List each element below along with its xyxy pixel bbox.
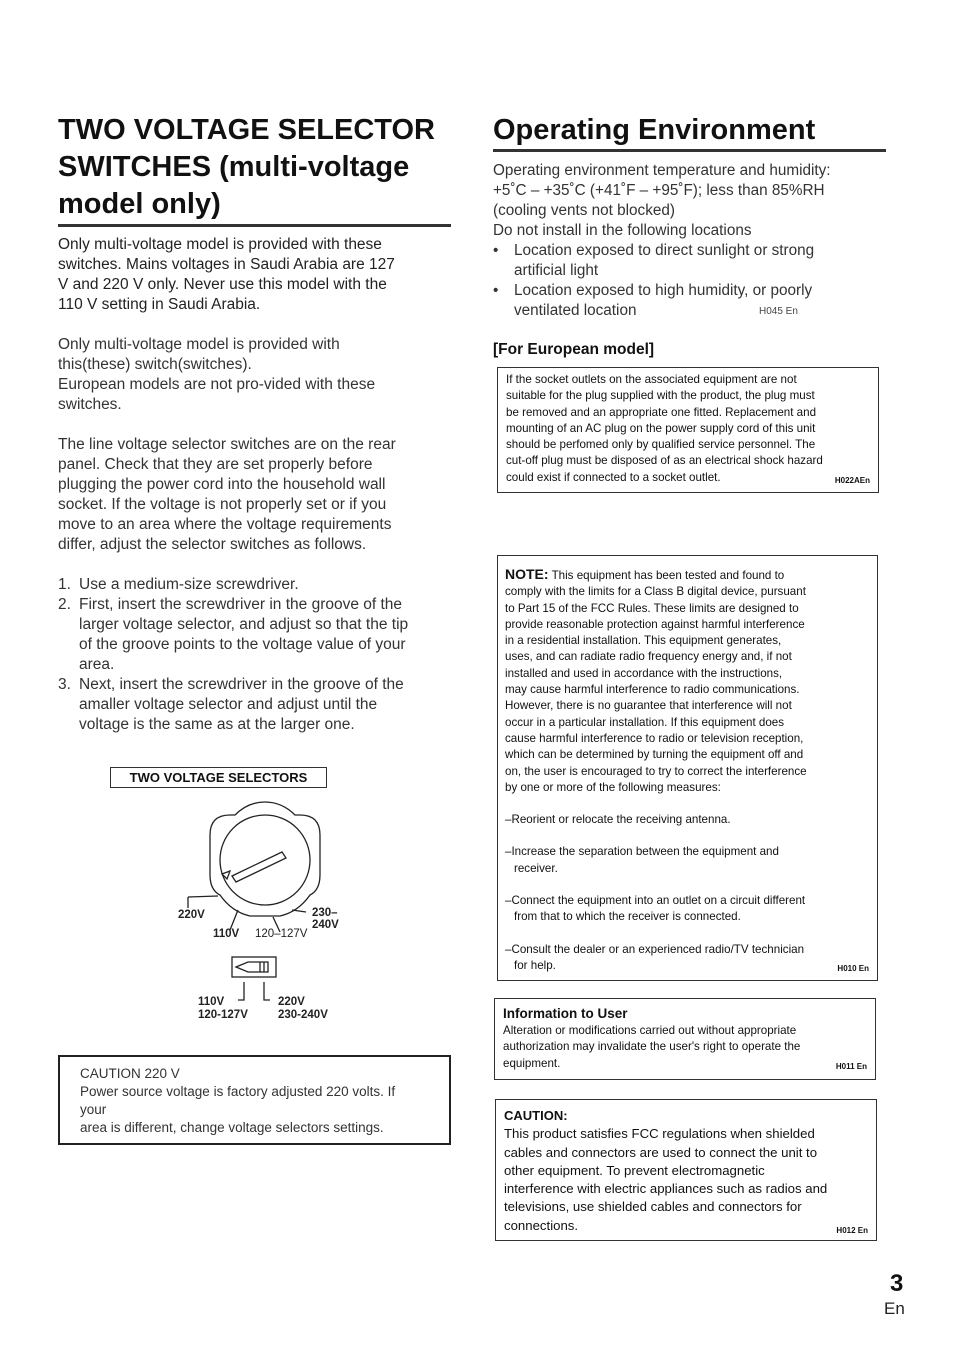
section-heading-voltage (58, 112, 458, 223)
text-line: to Part 15 of the FCC Rules. These limits are designed to (505, 601, 799, 615)
text-line: If the socket outlets on the associated equipment are not (506, 373, 797, 386)
reference-code: H022AEn (834, 475, 870, 485)
text-line: voltage is the same as at the larger one. (79, 716, 355, 733)
label-110v: 110V (213, 928, 240, 940)
reference-code: H045 En (759, 306, 798, 317)
label-small-230-240v: 230-240V (278, 1009, 328, 1021)
measure-item: –Reorient or relocate the receiving antenna. (505, 813, 731, 827)
text-line: differ, adjust the selector switches as follows. (58, 536, 367, 553)
measure-item: –Connect the equipment into an outlet on a circuit different (505, 894, 806, 908)
heading-line: TWO VOLTAGE SELECTOR (58, 114, 435, 146)
text-line: provide reasonable protection against harmful interference (505, 617, 805, 631)
label-small-110v: 110V (198, 996, 225, 1008)
text-line: suitable for the plug supplied with the product, the plug must (506, 389, 815, 403)
text-line: may cause harmful interference to radio communications. (505, 683, 800, 697)
text-line: equipment. (503, 1056, 561, 1070)
text-line: larger voltage selector, and adjust so that the tip (79, 616, 409, 633)
european-plug-box (497, 367, 879, 493)
heading-line: model only) (58, 188, 221, 220)
text-line: Use a medium-size screwdriver. (79, 576, 299, 593)
heading-rule (493, 149, 886, 152)
diagram-title: TWO VOLTAGE SELECTORS (129, 770, 308, 785)
last-line-row (505, 958, 869, 974)
text-line: area is different, change voltage selectors settings. (80, 1120, 384, 1135)
text-line: European models are not pro-vided with these (58, 376, 376, 393)
paragraph-selector-switches (58, 435, 453, 555)
text-line: on, the user is encouraged to try to correct the interference (505, 764, 807, 778)
step-item (58, 595, 453, 675)
text-line: installed and used in accordance with the instructions, (505, 666, 783, 680)
text-line: socket. If the voltage is not properly set or if you (58, 496, 387, 513)
text-line: Location exposed to high humidity, or poorly (514, 282, 813, 299)
text-line: V and 220 V only. Never use this model with the (58, 276, 387, 293)
text-line: Alteration or modifications carried out without appropriate (503, 1024, 797, 1037)
fcc-note-box (497, 555, 878, 981)
text-line: authorization may invalidate the user's right to operate the (503, 1040, 801, 1054)
large-selector-dial (210, 802, 320, 916)
text-line: comply with the limits for a Class B digital device, pursuant (505, 585, 806, 599)
page-language: En (884, 1299, 905, 1318)
text-line: First, insert the screwdriver in the groove of the (79, 596, 403, 613)
step-item (58, 575, 453, 595)
reference-code: H012 En (836, 1225, 868, 1235)
label-small-220v: 220V (278, 996, 305, 1008)
text-line: Operating environment temperature and humidity: (493, 162, 831, 179)
section-heading-operating-environment: Operating Environment (493, 114, 816, 146)
bullet-mark: • (493, 242, 499, 259)
text-line: (cooling vents not blocked) (493, 202, 675, 219)
step-number: 2. (58, 596, 71, 613)
step-number: 3. (58, 676, 71, 693)
information-to-user-box (494, 998, 876, 1080)
text-line: of the groove points to the voltage value of your (79, 636, 406, 653)
text-line: cables and connectors are used to connect the unit to (504, 1144, 818, 1160)
text-line: panel. Check that they are set properly before (58, 456, 373, 473)
diagram-title-box (110, 767, 327, 788)
text-line: This product satisfies FCC regulations when shielded (504, 1126, 815, 1142)
text-line: switches. Mains voltages in Saudi Arabia are 127 (58, 256, 395, 273)
label-120-127v: 120–127V (255, 928, 308, 940)
text-line: ventilated location (514, 302, 637, 319)
text-line: from that to which the receiver is connected. (514, 910, 741, 924)
text-line: Power source voltage is factory adjusted 220 volts. If (80, 1084, 396, 1099)
text-line: 110 V setting in Saudi Arabia. (58, 296, 261, 313)
text-line: +5˚C – +35˚C (+41˚F – +95˚F); less than 85%RH (493, 182, 825, 199)
bullet-item (493, 241, 888, 281)
text-line: receiver. (514, 861, 558, 875)
text-line: your (80, 1102, 107, 1117)
text-line: other equipment. To prevent electromagnetic (504, 1162, 765, 1178)
reference-code: H011 En (835, 1061, 867, 1071)
text-line: Only multi-voltage model is provided with these (58, 236, 382, 253)
last-line-row (504, 1217, 868, 1235)
text-line: The line voltage selector switches are on the rear (58, 436, 396, 453)
text-line: could exist if connected to a socket outlet. (506, 470, 721, 484)
step-number: 1. (58, 576, 71, 593)
text-line: in a residential installation. This equipment generates, (505, 634, 782, 648)
text-line: area. (79, 656, 115, 673)
last-line-row (506, 470, 870, 486)
paragraph-models (58, 335, 453, 415)
text-line: Only multi-voltage model is provided with (58, 336, 340, 353)
text-line: uses, and can radiate radio frequency energy and, if not (505, 650, 792, 664)
label-220v: 220V (178, 909, 205, 921)
text-line: by one or more of the following measures: (505, 780, 721, 794)
text-line: This equipment has been tested and found to (548, 569, 785, 582)
fcc-caution-box (495, 1099, 877, 1241)
european-model-heading: [For European model] (493, 341, 655, 358)
caution-title: CAUTION: (504, 1108, 568, 1123)
heading-rule (58, 224, 451, 227)
text-line: move to an area where the voltage requirements (58, 516, 392, 533)
heading-line: SWITCHES (multi-voltage (58, 151, 410, 183)
text-line: occur in a particular installation. If this equipment does (505, 715, 785, 729)
reference-code: H010 En (837, 963, 869, 973)
text-line: for help. (514, 958, 556, 972)
last-line-row (503, 1056, 867, 1072)
text-line: artificial light (514, 262, 599, 279)
text-line: cause harmful interference to radio or television reception, (505, 731, 804, 745)
text-line: amaller voltage selector and adjust until the (79, 696, 378, 713)
info-title: Information to User (503, 1006, 628, 1021)
text-line: should be perfomed only by qualified service personnel. The (506, 438, 816, 452)
text-line: Next, insert the screwdriver in the groove of the (79, 676, 404, 693)
small-selector-switch (232, 957, 276, 977)
text-line: switches. (58, 396, 122, 413)
text-line: connections. (504, 1217, 579, 1233)
text-line: be removed and an appropriate one fitted. Replacement and (506, 405, 817, 419)
location-bullets (493, 241, 888, 321)
environment-paragraph (493, 161, 888, 241)
bullet-mark: • (493, 282, 499, 299)
label-small-120-127v: 120-127V (198, 1009, 248, 1021)
note-label: NOTE: (505, 566, 549, 582)
caution-title: CAUTION 220 V (80, 1066, 180, 1081)
text-line: interference with electric appliances such as radios and (504, 1181, 828, 1197)
page-number: 3 (890, 1270, 904, 1297)
step-item (58, 675, 453, 735)
text-line: Location exposed to direct sunlight or strong (514, 242, 815, 259)
text-line: televisions, use shielded cables and connectors for (504, 1199, 802, 1215)
measure-item: –Consult the dealer or an experienced radio/TV technician (505, 942, 805, 956)
voltage-selector-diagram (170, 800, 360, 1010)
text-line: this(these) switch(switches). (58, 356, 252, 373)
label-230v: 230– (312, 907, 338, 919)
caution-220v-box (58, 1055, 451, 1145)
dial-groove (232, 852, 286, 882)
text-line: plugging the power cord into the household wall (58, 476, 386, 493)
intro-paragraph (58, 235, 453, 315)
bullet-item (493, 281, 888, 321)
text-line: cut-off plug must be disposed of as an electrical shock hazard (506, 454, 823, 468)
text-line: which can be determined by turning the equipment off and (505, 748, 804, 762)
text-line: mounting of an AC plug on the power supply cord of this unit (506, 421, 816, 435)
steps-list (58, 575, 453, 735)
text-line: Do not install in the following locations (493, 222, 752, 239)
label-240v: 240V (312, 919, 339, 931)
text-line: However, there is no guarantee that interference will not (505, 699, 792, 713)
measure-item: –Increase the separation between the equipment and (505, 845, 779, 859)
